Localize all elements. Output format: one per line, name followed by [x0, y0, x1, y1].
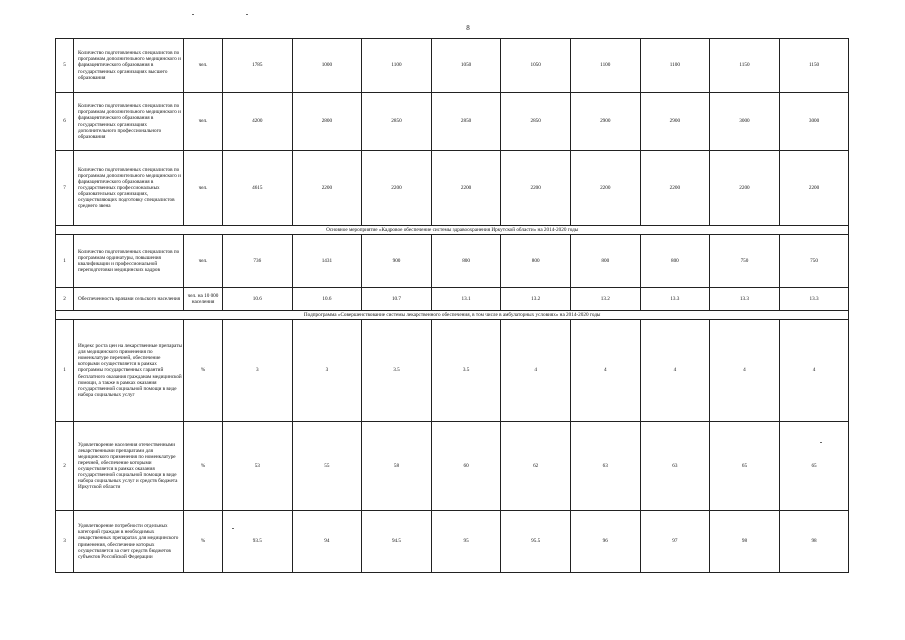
value-cell: 10.7: [362, 288, 432, 311]
value-cell: 1431: [292, 235, 362, 288]
unit-cell: чел. на 10 000 населения: [184, 288, 223, 311]
value-cell: 736: [223, 235, 293, 288]
value-cell: 2200: [501, 151, 571, 226]
value-cell: 800: [640, 235, 710, 288]
value-cell: 750: [710, 235, 780, 288]
value-cell: 2200: [362, 151, 432, 226]
value-cell: 1150: [710, 39, 780, 93]
table-row: [56, 422, 849, 511]
value-cell: 53: [223, 422, 293, 511]
value-cell: 10.6: [223, 288, 293, 311]
row-number: 7: [56, 151, 74, 226]
value-cell: 13.3: [779, 288, 849, 311]
value-cell: 97: [640, 511, 710, 573]
indicator-name: Количество подготовленных специалистов по программам дополнительного медицинского и фармацевтического образования в государственных организациях дополнительного профессионального образования: [74, 93, 184, 151]
value-cell: 800: [431, 235, 501, 288]
value-cell: 63: [640, 422, 710, 511]
value-cell: 3000: [779, 93, 849, 151]
value-cell: 3000: [710, 93, 780, 151]
page-number: 8: [466, 24, 470, 32]
value-cell: 13.3: [640, 288, 710, 311]
value-cell: 13.1: [431, 288, 501, 311]
value-cell: 98: [779, 511, 849, 573]
value-cell: 63: [570, 422, 640, 511]
value-cell: 4: [710, 320, 780, 422]
section-title: Основное мероприятие «Кадровое обеспечение системы здравоохранения Иркутской области» на 2014-2020 годы: [56, 226, 849, 235]
value-cell: 13.2: [570, 288, 640, 311]
unit-cell: %: [184, 422, 223, 511]
unit-cell: чел.: [184, 151, 223, 226]
unit-cell: чел.: [184, 235, 223, 288]
table-row: [56, 235, 849, 288]
value-cell: 4: [779, 320, 849, 422]
value-cell: 2200: [292, 151, 362, 226]
value-cell: 1150: [779, 39, 849, 93]
value-cell: 94: [292, 511, 362, 573]
row-number: 3: [56, 511, 74, 573]
value-cell: 2200: [570, 151, 640, 226]
value-cell: 2200: [640, 151, 710, 226]
value-cell: 55: [292, 422, 362, 511]
scan-speck: [232, 528, 234, 529]
value-cell: 750: [779, 235, 849, 288]
value-cell: 1000: [292, 39, 362, 93]
value-cell: 1100: [362, 39, 432, 93]
section-row: [56, 311, 849, 320]
value-cell: 2850: [362, 93, 432, 151]
scan-speck: [246, 14, 248, 15]
row-number: 5: [56, 39, 74, 93]
value-cell: 2800: [292, 93, 362, 151]
value-cell: 3.5: [431, 320, 501, 422]
indicator-name: Индекс роста цен на лекарственные препараты для медицинского применения по номенклатуре перечней, обеспечение которыми осуществляется в рамках программы государственных гарантий бесплатного оказания гражданам медицинской помощи, а также в рамках оказания государственной социальной помощи в виде набора социальных услуг: [74, 320, 184, 422]
table-row: [56, 288, 849, 311]
row-number: 6: [56, 93, 74, 151]
value-cell: 2900: [570, 93, 640, 151]
row-number: 1: [56, 235, 74, 288]
value-cell: 95: [431, 511, 501, 573]
value-cell: 10.6: [292, 288, 362, 311]
value-cell: 2200: [779, 151, 849, 226]
value-cell: 2850: [501, 93, 571, 151]
indicator-name: Обеспеченность врачами сельского населения: [74, 288, 184, 311]
value-cell: 3: [292, 320, 362, 422]
value-cell: 1785: [223, 39, 293, 93]
row-number: 2: [56, 422, 74, 511]
value-cell: 13.3: [710, 288, 780, 311]
unit-cell: %: [184, 511, 223, 573]
value-cell: 4200: [223, 93, 293, 151]
table-row: [56, 511, 849, 573]
value-cell: 65: [779, 422, 849, 511]
section-title: Подпрограмма «Совершенствование системы лекарственного обеспечения, в том числе в амбулаторных условиях» на 2014-2020 годы: [56, 311, 849, 320]
indicator-name: Количество подготовленных специалистов по программам дополнительного медицинского и фармацевтического образования в государственных профессиональных образовательных организациях, осуществляющих подготовку специалистов среднего звена: [74, 151, 184, 226]
value-cell: 800: [501, 235, 571, 288]
value-cell: 2850: [431, 93, 501, 151]
value-cell: 65: [710, 422, 780, 511]
value-cell: 60: [431, 422, 501, 511]
scan-speck: [192, 14, 194, 15]
value-cell: 1050: [431, 39, 501, 93]
row-number: 2: [56, 288, 74, 311]
unit-cell: чел.: [184, 93, 223, 151]
section-row: [56, 226, 849, 235]
value-cell: 98: [710, 511, 780, 573]
unit-cell: %: [184, 320, 223, 422]
table-row: [56, 39, 849, 93]
value-cell: 800: [570, 235, 640, 288]
value-cell: 95.5: [501, 511, 571, 573]
value-cell: 58: [362, 422, 432, 511]
unit-cell: чел.: [184, 39, 223, 93]
value-cell: 900: [362, 235, 432, 288]
value-cell: 2200: [431, 151, 501, 226]
value-cell: 3.5: [362, 320, 432, 422]
value-cell: 2200: [710, 151, 780, 226]
value-cell: 62: [501, 422, 571, 511]
value-cell: 93.5: [223, 511, 293, 573]
table-row: [56, 151, 849, 226]
value-cell: 4: [501, 320, 571, 422]
value-cell: 2900: [640, 93, 710, 151]
indicator-name: Количество подготовленных специалистов по программам ординатуры, повышения квалификации и профессиональной переподготовки медицинских кадров: [74, 235, 184, 288]
value-cell: 4615: [223, 151, 293, 226]
indicator-name: Удовлетворение потребности отдельных категорий граждан в необходимых лекарственных препаратах для медицинского применения, обеспечение которых осуществляется за счет средств бюджетов субъектов Российской Федерации: [74, 511, 184, 573]
value-cell: 96: [570, 511, 640, 573]
indicator-name: Удовлетворение населения отечественными лекарственными препаратами для медицинского применения по номенклатуре перечней, обеспечение которыми осуществляется в рамках оказания государственной социальной помощи в виде набора социальных услуг и средств бюджета Иркутской области: [74, 422, 184, 511]
value-cell: 1100: [640, 39, 710, 93]
value-cell: 4: [640, 320, 710, 422]
value-cell: 94.5: [362, 511, 432, 573]
scan-speck: [820, 442, 822, 443]
value-cell: 13.2: [501, 288, 571, 311]
value-cell: 4: [570, 320, 640, 422]
table-row: [56, 320, 849, 422]
value-cell: 3: [223, 320, 293, 422]
indicators-table: [55, 38, 849, 573]
row-number: 1: [56, 320, 74, 422]
table-row: [56, 93, 849, 151]
value-cell: 1050: [501, 39, 571, 93]
indicator-name: Количество подготовленных специалистов по программам дополнительного медицинского и фармацевтического образования в государственных организациях высшего образования: [74, 39, 184, 93]
value-cell: 1100: [570, 39, 640, 93]
